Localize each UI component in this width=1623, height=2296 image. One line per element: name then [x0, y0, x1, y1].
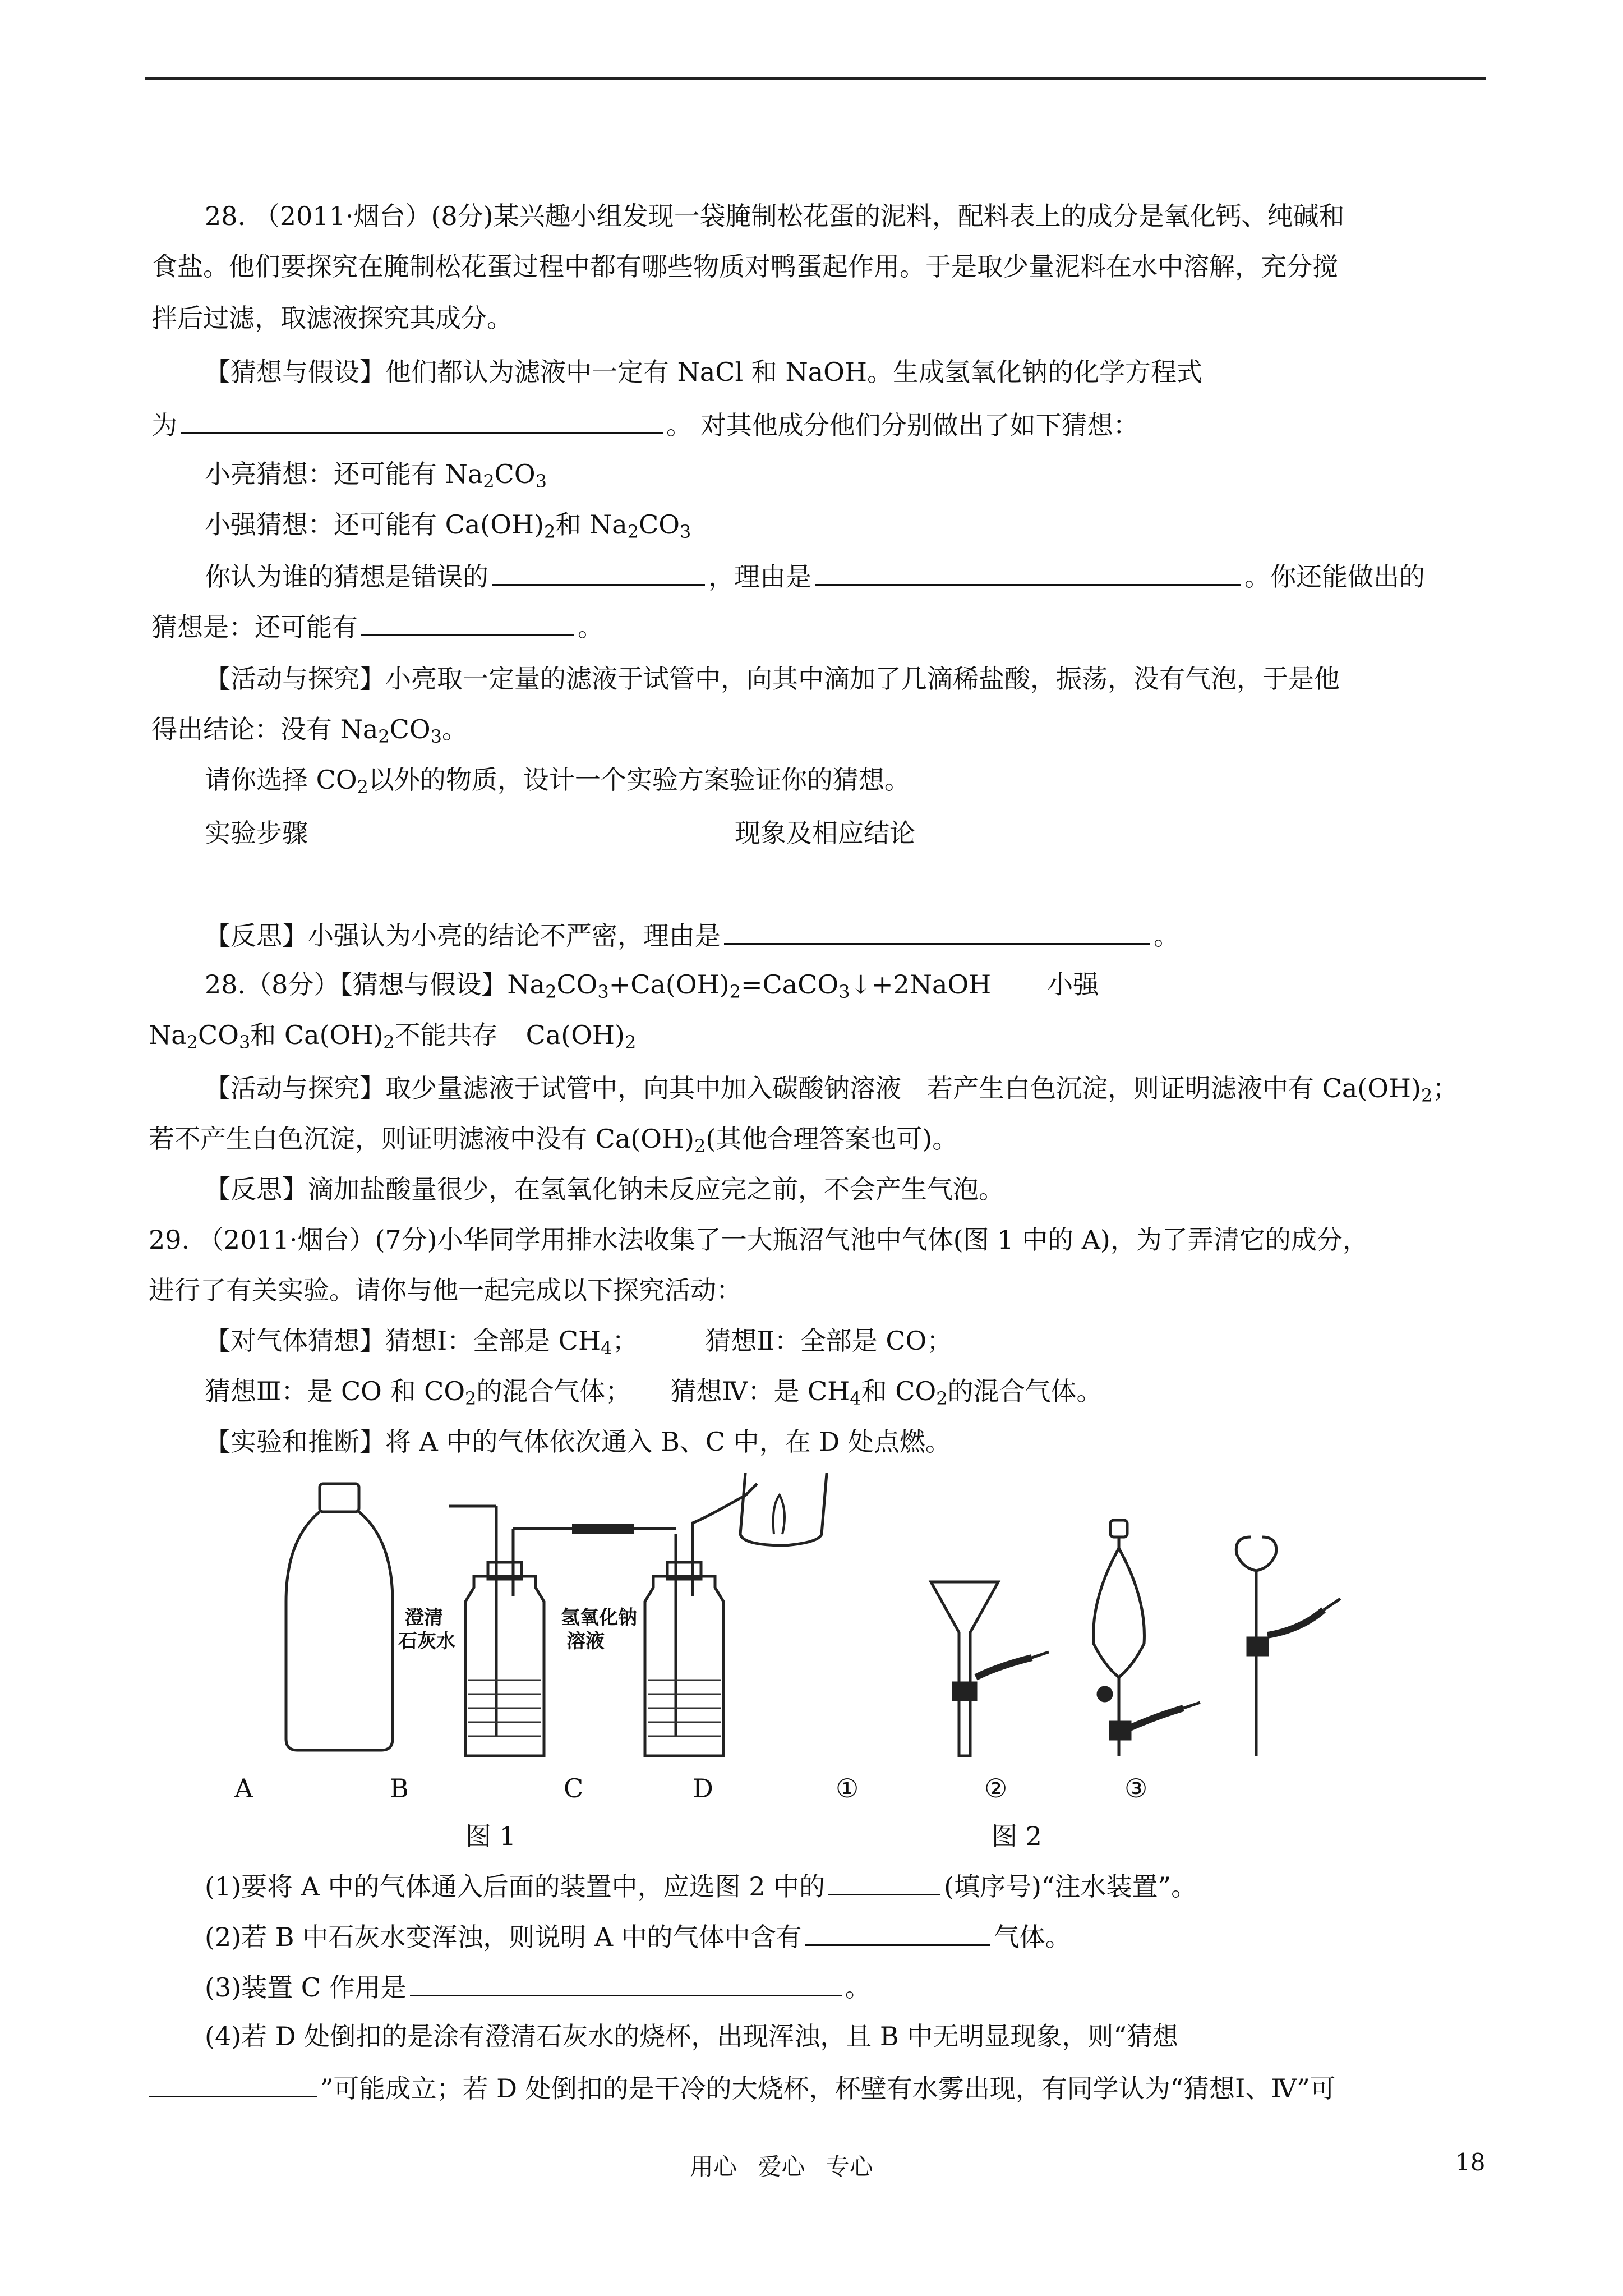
- experiment-steps-header: 实验步骤: [205, 818, 308, 848]
- figure-1-apparatus: [280, 1473, 993, 1764]
- guess-established-blank[interactable]: [149, 2070, 317, 2097]
- funnel-device-1: [931, 1582, 1049, 1756]
- answer28-line-5: 【反思】滴加盐酸量很少，在氢氧化钠未反应完之前，不会产生气泡。: [205, 1174, 1004, 1204]
- q29-intro-line-2: 进行了有关实验。请你与他一起完成以下探究活动：: [149, 1275, 742, 1305]
- answer28-line-4: 若不产生白色沉淀，则证明滤液中没有 $Ca(OH)_2$(其他合理答案也可)。: [149, 1124, 958, 1157]
- q28-intro-line-1: 28. （2011·烟台）(8分)某兴趣小组发现一袋腌制松花蛋的泥料，配料表上的成分是氧化钙、纯碱和: [205, 201, 1345, 231]
- reason-blank[interactable]: [815, 558, 1241, 586]
- label-a: A: [234, 1773, 253, 1803]
- reflection-line: 【反思】小强认为小亮的结论不严密，理由是 。: [205, 917, 1179, 951]
- limewater-label-1: 澄清: [405, 1607, 443, 1629]
- figure-2-caption: 图 2: [992, 1821, 1042, 1851]
- q29-intro-line-1: 29. （2011·烟台）(7分)小华同学用排水法收集了一大瓶沼气池中气体(图 1 中的 A)，为了弄清它的成分，: [149, 1225, 1368, 1255]
- xiaoqiang-guess: 小强猜想：还可能有 $Ca(OH)_2$和 $Na_2CO_3$: [205, 509, 691, 542]
- q28-hyp-suffix: 。 对其他成分他们分别做出了如下猜想：: [666, 410, 1139, 440]
- answer28-line-2: $Na_2CO_3$和 $Ca(OH)_2$不能共存 $Ca(OH)_2$: [149, 1020, 637, 1053]
- equation-answer-blank[interactable]: [181, 407, 663, 434]
- q28-hyp-prefix: 为: [151, 410, 177, 440]
- limewater-label-2: 石灰水: [398, 1630, 455, 1653]
- wash-bottle-b: [465, 1506, 544, 1756]
- wrong-guess-blank[interactable]: [492, 558, 705, 586]
- label-c: C: [564, 1773, 584, 1803]
- figure-1-caption: 图 1: [465, 1821, 516, 1851]
- naoh-label-1: 氢氧化钠: [561, 1607, 637, 1629]
- label-d: D: [693, 1773, 713, 1803]
- footer-motto: 用心 爱心 专心: [690, 2153, 873, 2180]
- injection-device-blank[interactable]: [828, 1868, 940, 1895]
- figure-2-injection-devices: [920, 1515, 1357, 1761]
- gas-bottle-a: [286, 1484, 393, 1750]
- own-guess-line: 猜想是：还可能有 。: [151, 609, 603, 642]
- q29-sub-4-line-2: ”可能成立；若 D 处倒扣的是干冷的大烧杯，杯壁有水雾出现，有同学认为“猜想Ⅰ、Ⅳ”可: [149, 2070, 1336, 2104]
- gas-guess-line-2: 猜想Ⅲ：是 CO 和 $CO_2$的混合气体； 猜想Ⅳ：是 $CH_4$和 $CO_2$的混合气体。: [205, 1376, 1103, 1409]
- answer28-line-3: 【活动与探究】取少量滤液于试管中，向其中加入碳酸钠溶液 若产生白色沉淀，则证明滤液中有 $Ca(OH)_2$；: [205, 1073, 1459, 1106]
- reflection-blank[interactable]: [724, 917, 1150, 945]
- gas-contained-blank[interactable]: [805, 1918, 990, 1946]
- limewater-liquid: [468, 1680, 541, 1736]
- q29-sub-2: (2)若 B 中石灰水变浑浊，则说明 A 中的气体中含有 气体。: [205, 1918, 1071, 1952]
- rubber-hose: [572, 1524, 634, 1534]
- label-circle-1: ①: [836, 1773, 859, 1803]
- activity-line-2: 得出结论：没有 $Na_2CO_3$。: [151, 714, 468, 747]
- label-circle-2: ②: [984, 1773, 1008, 1803]
- design-line: 请你选择 $CO_2$以外的物质，设计一个实验方案验证你的猜想。: [205, 765, 910, 798]
- header-rule: [145, 77, 1486, 80]
- label-circle-3: ③: [1124, 1773, 1148, 1803]
- q28-hypothesis-line-1: 【猜想与假设】他们都认为滤液中一定有 NaCl 和 NaOH。生成氢氧化钠的化学方程式: [205, 357, 1202, 387]
- q29-sub-3: (3)装置 C 作用是 。: [205, 1969, 871, 2003]
- q29-sub-4-line-1: (4)若 D 处倒扣的是涂有澄清石灰水的烧杯，出现浑浊，且 B 中无明显现象，则“猜想: [205, 2021, 1178, 2051]
- page-number: 18: [1455, 2148, 1486, 2176]
- activity-line-1: 【活动与探究】小亮取一定量的滤液于试管中，向其中滴加了几滴稀盐酸，振荡，没有气泡，于是他: [205, 664, 1340, 694]
- separatory-funnel-2: [1094, 1520, 1200, 1756]
- own-guess-blank[interactable]: [361, 609, 574, 636]
- answer28-line-1: 28.（8分）【猜想与假设】$Na_2CO_3+Ca(OH)_2=CaCO_3↓+2NaOH$ 小强: [205, 969, 1099, 1002]
- label-b: B: [390, 1773, 409, 1803]
- xiaoliang-guess: 小亮猜想：还可能有 $Na_2CO_3$: [205, 459, 547, 492]
- q28-intro-line-3: 拌后过滤，取滤液探究其成分。: [151, 303, 513, 333]
- long-neck-funnel-3: [1236, 1537, 1340, 1756]
- naoh-liquid: [648, 1680, 721, 1736]
- q28-hypothesis-line-2: [151, 407, 1139, 440]
- phenomena-header: 现象及相应结论: [735, 818, 915, 848]
- wrong-guess-line: 你认为谁的猜想是错误的 ，理由是 。你还能做出的: [205, 558, 1425, 592]
- experiment-line: 【实验和推断】将 A 中的气体依次通入 B、C 中，在 D 处点燃。: [205, 1427, 951, 1457]
- q29-sub-1: (1)要将 A 中的气体通入后面的装置中，应选图 2 中的 (填序号)“注水装置”。: [205, 1868, 1197, 1902]
- naoh-label-2: 溶液: [566, 1630, 605, 1653]
- q28-intro-line-2: 食盐。他们要探究在腌制松花蛋过程中都有哪些物质对鸭蛋起作用。于是取少量泥料在水中溶解，充分搅: [151, 251, 1338, 282]
- gas-guess-line-1: 【对气体猜想】猜想Ⅰ：全部是 $CH_4$； 猜想Ⅱ：全部是 CO；: [205, 1326, 953, 1359]
- device-c-function-blank[interactable]: [410, 1969, 842, 1996]
